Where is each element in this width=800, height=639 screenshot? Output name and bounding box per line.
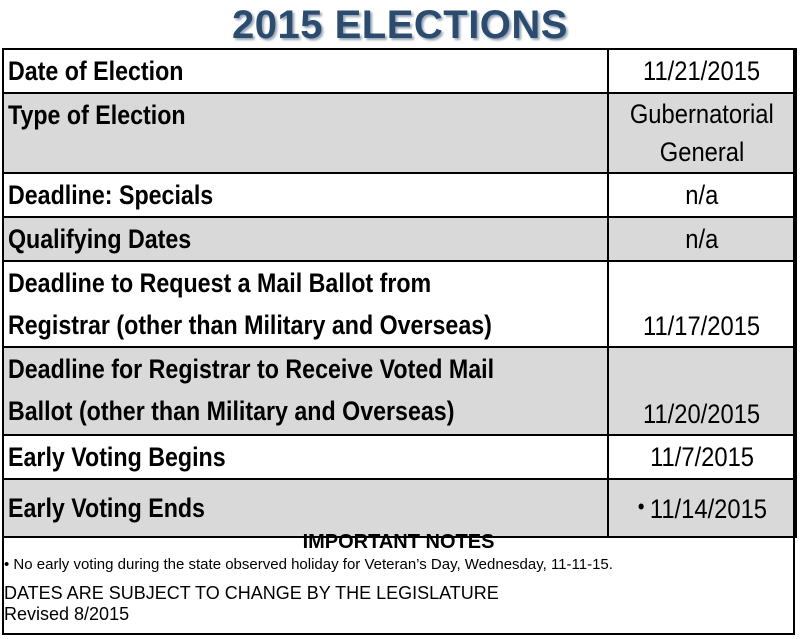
row-label: Qualifying Dates bbox=[3, 217, 608, 261]
note-item: • No early voting during the state observed holiday for Veteran’s Day, Wednesday, 11-11-15. bbox=[4, 556, 613, 573]
row-value: Gubernatorial General bbox=[608, 93, 796, 173]
notes-disclaimer: DATES ARE SUBJECT TO CHANGE BY THE LEGISLATURE bbox=[4, 583, 499, 603]
notes-revised: Revised 8/2015 bbox=[4, 604, 130, 624]
notes-heading: IMPORTANT NOTES bbox=[302, 531, 495, 553]
row-value: 11/7/2015 bbox=[608, 435, 796, 479]
row-label: Early Voting Begins bbox=[3, 435, 608, 479]
row-label: Type of Election bbox=[3, 93, 608, 173]
row-value: n/a bbox=[608, 217, 796, 261]
row-value: n/a bbox=[608, 173, 796, 217]
row-value: 11/17/2015 bbox=[608, 261, 796, 347]
bullet-icon: • bbox=[637, 494, 645, 519]
important-notes bbox=[4, 528, 793, 633]
row-label: Date of Election bbox=[3, 49, 608, 93]
row-value: • 11/14/2015 bbox=[608, 479, 796, 537]
page-title: 2015 ELECTIONS bbox=[231, 3, 568, 47]
row-label: Deadline to Request a Mail Ballot from Registrar (other than Military and Overseas) bbox=[3, 261, 608, 347]
row-label: Deadline for Registrar to Receive Voted Mail Ballot (other than Military and Overseas) bbox=[3, 347, 608, 435]
row-value: 11/20/2015 bbox=[608, 347, 796, 435]
row-label: Early Voting Ends bbox=[3, 479, 608, 537]
row-label: Deadline: Specials bbox=[3, 173, 608, 217]
row-value: 11/21/2015 bbox=[608, 49, 796, 93]
